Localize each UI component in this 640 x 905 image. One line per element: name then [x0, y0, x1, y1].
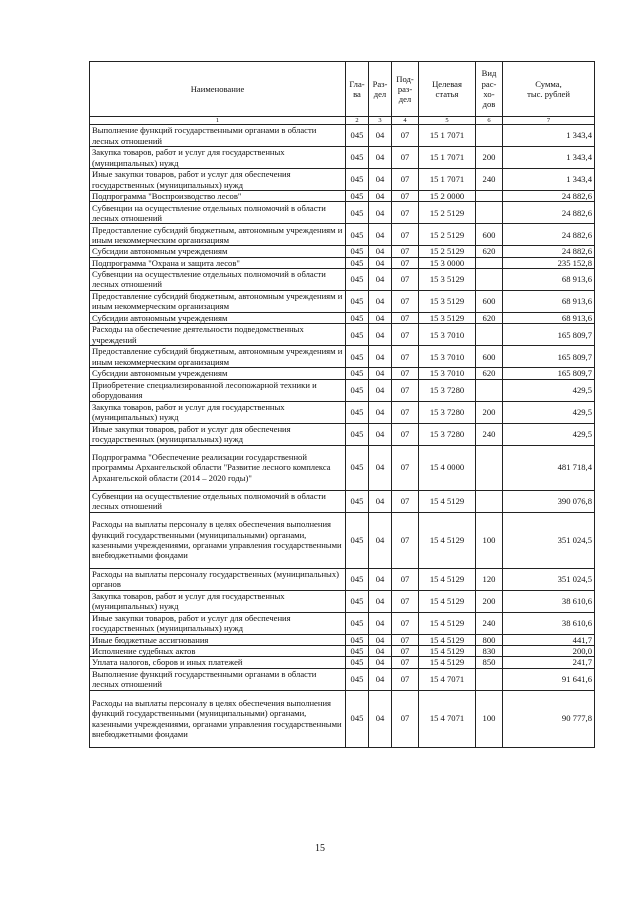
- table-row: [90, 312, 595, 323]
- row-razdel: 04: [369, 368, 392, 379]
- row-razdel: 04: [369, 125, 392, 147]
- row-sum: 68 913,6: [503, 268, 595, 290]
- row-glava: 045: [346, 690, 369, 747]
- row-razdel: 04: [369, 445, 392, 490]
- table-row: [90, 445, 595, 490]
- row-name: Уплата налогов, сборов и иных платежей: [90, 657, 346, 668]
- row-glava: 045: [346, 379, 369, 401]
- row-podrazdel: 07: [392, 290, 419, 312]
- row-glava: 045: [346, 645, 369, 656]
- row-razdel: 04: [369, 657, 392, 668]
- header-expense-type: Вид рас- хо- дов: [476, 62, 503, 117]
- row-razdel: 04: [369, 512, 392, 568]
- header-podrazdel: Под- раз- дел: [392, 62, 419, 117]
- table-row: [90, 568, 595, 590]
- row-target-article: 15 3 7280: [419, 379, 476, 401]
- table-row: [90, 690, 595, 747]
- row-name: Предоставление субсидий бюджетным, автономным учреждениям и иным некоммерческим организациям: [90, 224, 346, 246]
- row-sum: 165 809,7: [503, 346, 595, 368]
- row-target-article: 15 3 7010: [419, 324, 476, 346]
- row-target-article: 15 2 0000: [419, 191, 476, 202]
- row-glava: 045: [346, 202, 369, 224]
- row-podrazdel: 07: [392, 512, 419, 568]
- row-name: Субсидии автономным учреждениям: [90, 368, 346, 379]
- row-razdel: 04: [369, 191, 392, 202]
- row-podrazdel: 07: [392, 657, 419, 668]
- row-target-article: 15 2 5129: [419, 246, 476, 257]
- row-expense-type: 240: [476, 169, 503, 191]
- row-expense-type: 200: [476, 590, 503, 612]
- row-expense-type: 830: [476, 645, 503, 656]
- row-sum: 241,7: [503, 657, 595, 668]
- row-razdel: 04: [369, 246, 392, 257]
- row-razdel: 04: [369, 268, 392, 290]
- row-expense-type: [476, 324, 503, 346]
- table-row: [90, 191, 595, 202]
- column-number: 2: [346, 117, 369, 125]
- row-name: Иные закупки товаров, работ и услуг для обеспечения государственных (муниципальных) нужд: [90, 612, 346, 634]
- row-expense-type: [476, 445, 503, 490]
- row-expense-type: [476, 191, 503, 202]
- row-sum: 24 882,6: [503, 202, 595, 224]
- row-podrazdel: 07: [392, 568, 419, 590]
- row-razdel: 04: [369, 147, 392, 169]
- column-number: 6: [476, 117, 503, 125]
- row-target-article: 15 3 7280: [419, 423, 476, 445]
- row-podrazdel: 07: [392, 445, 419, 490]
- table-row: [90, 634, 595, 645]
- row-target-article: 15 4 5129: [419, 657, 476, 668]
- row-razdel: 04: [369, 312, 392, 323]
- row-podrazdel: 07: [392, 645, 419, 656]
- header-name: Наименование: [90, 62, 346, 117]
- row-expense-type: 620: [476, 368, 503, 379]
- row-target-article: 15 4 5129: [419, 612, 476, 634]
- row-expense-type: 850: [476, 657, 503, 668]
- row-glava: 045: [346, 445, 369, 490]
- row-name: Субвенции на осуществление отдельных полномочий в области лесных отношений: [90, 268, 346, 290]
- column-number: 4: [392, 117, 419, 125]
- row-razdel: 04: [369, 590, 392, 612]
- row-podrazdel: 07: [392, 268, 419, 290]
- row-glava: 045: [346, 568, 369, 590]
- row-razdel: 04: [369, 690, 392, 747]
- row-name: Субвенции на осуществление отдельных полномочий в области лесных отношений: [90, 490, 346, 512]
- row-razdel: 04: [369, 257, 392, 268]
- row-name: Подпрограмма "Воспроизводство лесов": [90, 191, 346, 202]
- row-name: Закупка товаров, работ и услуг для государственных (муниципальных) нужд: [90, 401, 346, 423]
- row-expense-type: 100: [476, 690, 503, 747]
- row-target-article: 15 2 5129: [419, 224, 476, 246]
- row-sum: 351 024,5: [503, 568, 595, 590]
- row-razdel: 04: [369, 224, 392, 246]
- row-expense-type: 120: [476, 568, 503, 590]
- row-name: Расходы на выплаты персоналу в целях обеспечения выполнения функций государственными (муниципальными) органами, казенными учреждениями, органами управления государственными внебюджетными фондами: [90, 512, 346, 568]
- row-name: Субвенции на осуществление отдельных полномочий в области лесных отношений: [90, 202, 346, 224]
- table-row: [90, 290, 595, 312]
- row-sum: 68 913,6: [503, 312, 595, 323]
- table-row: [90, 368, 595, 379]
- row-sum: 429,5: [503, 423, 595, 445]
- row-glava: 045: [346, 368, 369, 379]
- row-glava: 045: [346, 401, 369, 423]
- row-sum: 38 610,6: [503, 612, 595, 634]
- row-sum: 235 152,8: [503, 257, 595, 268]
- row-sum: 390 076,8: [503, 490, 595, 512]
- row-glava: 045: [346, 224, 369, 246]
- row-podrazdel: 07: [392, 147, 419, 169]
- row-expense-type: [476, 668, 503, 690]
- row-name: Подпрограмма "Обеспечение реализации государственной программы Архангельской области "Развитие лесного комплекса Архангельской области (2014 – 2020 годы)": [90, 445, 346, 490]
- row-sum: 1 343,4: [503, 125, 595, 147]
- row-target-article: 15 4 5129: [419, 590, 476, 612]
- row-expense-type: 240: [476, 423, 503, 445]
- row-sum: 68 913,6: [503, 290, 595, 312]
- row-target-article: 15 3 7010: [419, 346, 476, 368]
- row-expense-type: 200: [476, 147, 503, 169]
- table-row: [90, 590, 595, 612]
- row-glava: 045: [346, 324, 369, 346]
- row-podrazdel: 07: [392, 169, 419, 191]
- row-glava: 045: [346, 290, 369, 312]
- row-podrazdel: 07: [392, 246, 419, 257]
- table-row: [90, 169, 595, 191]
- row-name: Предоставление субсидий бюджетным, автономным учреждениям и иным некоммерческим организациям: [90, 346, 346, 368]
- column-number: 5: [419, 117, 476, 125]
- row-glava: 045: [346, 125, 369, 147]
- header-target-article: Целевая статья: [419, 62, 476, 117]
- column-number: 7: [503, 117, 595, 125]
- table-row: [90, 645, 595, 656]
- table-row: [90, 657, 595, 668]
- row-sum: 91 641,6: [503, 668, 595, 690]
- row-target-article: 15 1 7071: [419, 147, 476, 169]
- row-glava: 045: [346, 147, 369, 169]
- row-podrazdel: 07: [392, 634, 419, 645]
- row-name: Выполнение функций государственными органами в области лесных отношений: [90, 668, 346, 690]
- row-sum: 165 809,7: [503, 368, 595, 379]
- row-glava: 045: [346, 634, 369, 645]
- row-sum: 90 777,8: [503, 690, 595, 747]
- row-expense-type: 100: [476, 512, 503, 568]
- table-row: [90, 324, 595, 346]
- row-name: Иные закупки товаров, работ и услуг для обеспечения государственных (муниципальных) нужд: [90, 169, 346, 191]
- row-podrazdel: 07: [392, 612, 419, 634]
- row-name: Расходы на выплаты персоналу в целях обеспечения выполнения функций государственными (муниципальными) органами, казенными учреждениями, органами управления государственными внебюджетными фондами: [90, 690, 346, 747]
- row-expense-type: 200: [476, 401, 503, 423]
- header-razdel: Раз- дел: [369, 62, 392, 117]
- row-expense-type: [476, 202, 503, 224]
- table-row: [90, 224, 595, 246]
- row-name: Закупка товаров, работ и услуг для государственных (муниципальных) нужд: [90, 147, 346, 169]
- row-razdel: 04: [369, 169, 392, 191]
- row-target-article: 15 3 5129: [419, 290, 476, 312]
- table-row: [90, 668, 595, 690]
- row-target-article: 15 1 7071: [419, 125, 476, 147]
- table-row: [90, 379, 595, 401]
- row-name: Расходы на обеспечение деятельности подведомственных учреждений: [90, 324, 346, 346]
- table-row: [90, 268, 595, 290]
- row-razdel: 04: [369, 324, 392, 346]
- row-razdel: 04: [369, 490, 392, 512]
- table-row: [90, 202, 595, 224]
- row-glava: 045: [346, 512, 369, 568]
- row-podrazdel: 07: [392, 668, 419, 690]
- table-row: [90, 246, 595, 257]
- row-target-article: 15 4 7071: [419, 690, 476, 747]
- row-razdel: 04: [369, 634, 392, 645]
- table-row: [90, 612, 595, 634]
- row-podrazdel: 07: [392, 312, 419, 323]
- row-expense-type: [476, 268, 503, 290]
- row-expense-type: [476, 125, 503, 147]
- row-target-article: 15 3 7280: [419, 401, 476, 423]
- row-sum: 351 024,5: [503, 512, 595, 568]
- row-glava: 045: [346, 346, 369, 368]
- header-glava: Гла- ва: [346, 62, 369, 117]
- row-razdel: 04: [369, 401, 392, 423]
- row-sum: 24 882,6: [503, 224, 595, 246]
- row-name: Исполнение судебных актов: [90, 645, 346, 656]
- row-sum: 200,0: [503, 645, 595, 656]
- row-razdel: 04: [369, 290, 392, 312]
- column-number: 1: [90, 117, 346, 125]
- row-target-article: 15 3 5129: [419, 312, 476, 323]
- row-podrazdel: 07: [392, 401, 419, 423]
- row-glava: 045: [346, 668, 369, 690]
- row-name: Иные бюджетные ассигнования: [90, 634, 346, 645]
- row-target-article: 15 4 5129: [419, 634, 476, 645]
- row-glava: 045: [346, 169, 369, 191]
- page-number: 15: [315, 843, 325, 854]
- row-glava: 045: [346, 246, 369, 257]
- header-sum: Сумма, тыс. рублей: [503, 62, 595, 117]
- budget-table: [89, 61, 595, 748]
- row-expense-type: [476, 490, 503, 512]
- column-number-row: [90, 117, 595, 125]
- row-glava: 045: [346, 612, 369, 634]
- table-row: [90, 512, 595, 568]
- row-podrazdel: 07: [392, 423, 419, 445]
- table-row: [90, 257, 595, 268]
- row-target-article: 15 3 0000: [419, 257, 476, 268]
- row-sum: 24 882,6: [503, 191, 595, 202]
- row-expense-type: 620: [476, 246, 503, 257]
- row-podrazdel: 07: [392, 379, 419, 401]
- row-podrazdel: 07: [392, 690, 419, 747]
- row-target-article: 15 1 7071: [419, 169, 476, 191]
- row-name: Закупка товаров, работ и услуг для государственных (муниципальных) нужд: [90, 590, 346, 612]
- row-glava: 045: [346, 590, 369, 612]
- row-expense-type: 600: [476, 290, 503, 312]
- row-name: Расходы на выплаты персоналу государственных (муниципальных) органов: [90, 568, 346, 590]
- row-podrazdel: 07: [392, 224, 419, 246]
- row-name: Приобретение специализированной лесопожарной техники и оборудования: [90, 379, 346, 401]
- row-podrazdel: 07: [392, 490, 419, 512]
- header-row: [90, 62, 595, 117]
- row-name: Подпрограмма "Охрана и защита лесов": [90, 257, 346, 268]
- row-glava: 045: [346, 657, 369, 668]
- row-podrazdel: 07: [392, 191, 419, 202]
- row-expense-type: 600: [476, 346, 503, 368]
- row-razdel: 04: [369, 202, 392, 224]
- row-sum: 1 343,4: [503, 147, 595, 169]
- row-name: Предоставление субсидий бюджетным, автономным учреждениям и иным некоммерческим организациям: [90, 290, 346, 312]
- row-podrazdel: 07: [392, 125, 419, 147]
- row-razdel: 04: [369, 645, 392, 656]
- row-expense-type: 620: [476, 312, 503, 323]
- row-sum: 24 882,6: [503, 246, 595, 257]
- row-expense-type: [476, 379, 503, 401]
- row-target-article: 15 4 0000: [419, 445, 476, 490]
- row-name: Иные закупки товаров, работ и услуг для обеспечения государственных (муниципальных) нужд: [90, 423, 346, 445]
- row-target-article: 15 3 5129: [419, 268, 476, 290]
- row-razdel: 04: [369, 568, 392, 590]
- row-expense-type: 600: [476, 224, 503, 246]
- row-sum: 481 718,4: [503, 445, 595, 490]
- table-row: [90, 147, 595, 169]
- row-glava: 045: [346, 490, 369, 512]
- table-row: [90, 490, 595, 512]
- row-expense-type: 240: [476, 612, 503, 634]
- table-body: [90, 125, 595, 748]
- row-target-article: 15 4 5129: [419, 568, 476, 590]
- row-podrazdel: 07: [392, 368, 419, 379]
- row-sum: 441,7: [503, 634, 595, 645]
- row-name: Субсидии автономным учреждениям: [90, 312, 346, 323]
- row-target-article: 15 3 7010: [419, 368, 476, 379]
- row-target-article: 15 4 5129: [419, 512, 476, 568]
- row-sum: 1 343,4: [503, 169, 595, 191]
- row-glava: 045: [346, 312, 369, 323]
- row-expense-type: [476, 257, 503, 268]
- row-target-article: 15 4 7071: [419, 668, 476, 690]
- row-sum: 429,5: [503, 401, 595, 423]
- table-row: [90, 423, 595, 445]
- row-podrazdel: 07: [392, 324, 419, 346]
- row-razdel: 04: [369, 612, 392, 634]
- row-glava: 045: [346, 191, 369, 202]
- row-podrazdel: 07: [392, 257, 419, 268]
- row-podrazdel: 07: [392, 590, 419, 612]
- table-row: [90, 401, 595, 423]
- row-glava: 045: [346, 257, 369, 268]
- row-razdel: 04: [369, 346, 392, 368]
- row-podrazdel: 07: [392, 346, 419, 368]
- row-target-article: 15 4 5129: [419, 490, 476, 512]
- row-glava: 045: [346, 423, 369, 445]
- row-podrazdel: 07: [392, 202, 419, 224]
- row-razdel: 04: [369, 423, 392, 445]
- row-razdel: 04: [369, 379, 392, 401]
- table-row: [90, 346, 595, 368]
- row-name: Выполнение функций государственными органами в области лесных отношений: [90, 125, 346, 147]
- row-sum: 38 610,6: [503, 590, 595, 612]
- row-target-article: 15 2 5129: [419, 202, 476, 224]
- table-row: [90, 125, 595, 147]
- row-name: Субсидии автономным учреждениям: [90, 246, 346, 257]
- row-sum: 165 809,7: [503, 324, 595, 346]
- row-expense-type: 800: [476, 634, 503, 645]
- row-razdel: 04: [369, 668, 392, 690]
- column-number: 3: [369, 117, 392, 125]
- row-glava: 045: [346, 268, 369, 290]
- row-sum: 429,5: [503, 379, 595, 401]
- row-target-article: 15 4 5129: [419, 645, 476, 656]
